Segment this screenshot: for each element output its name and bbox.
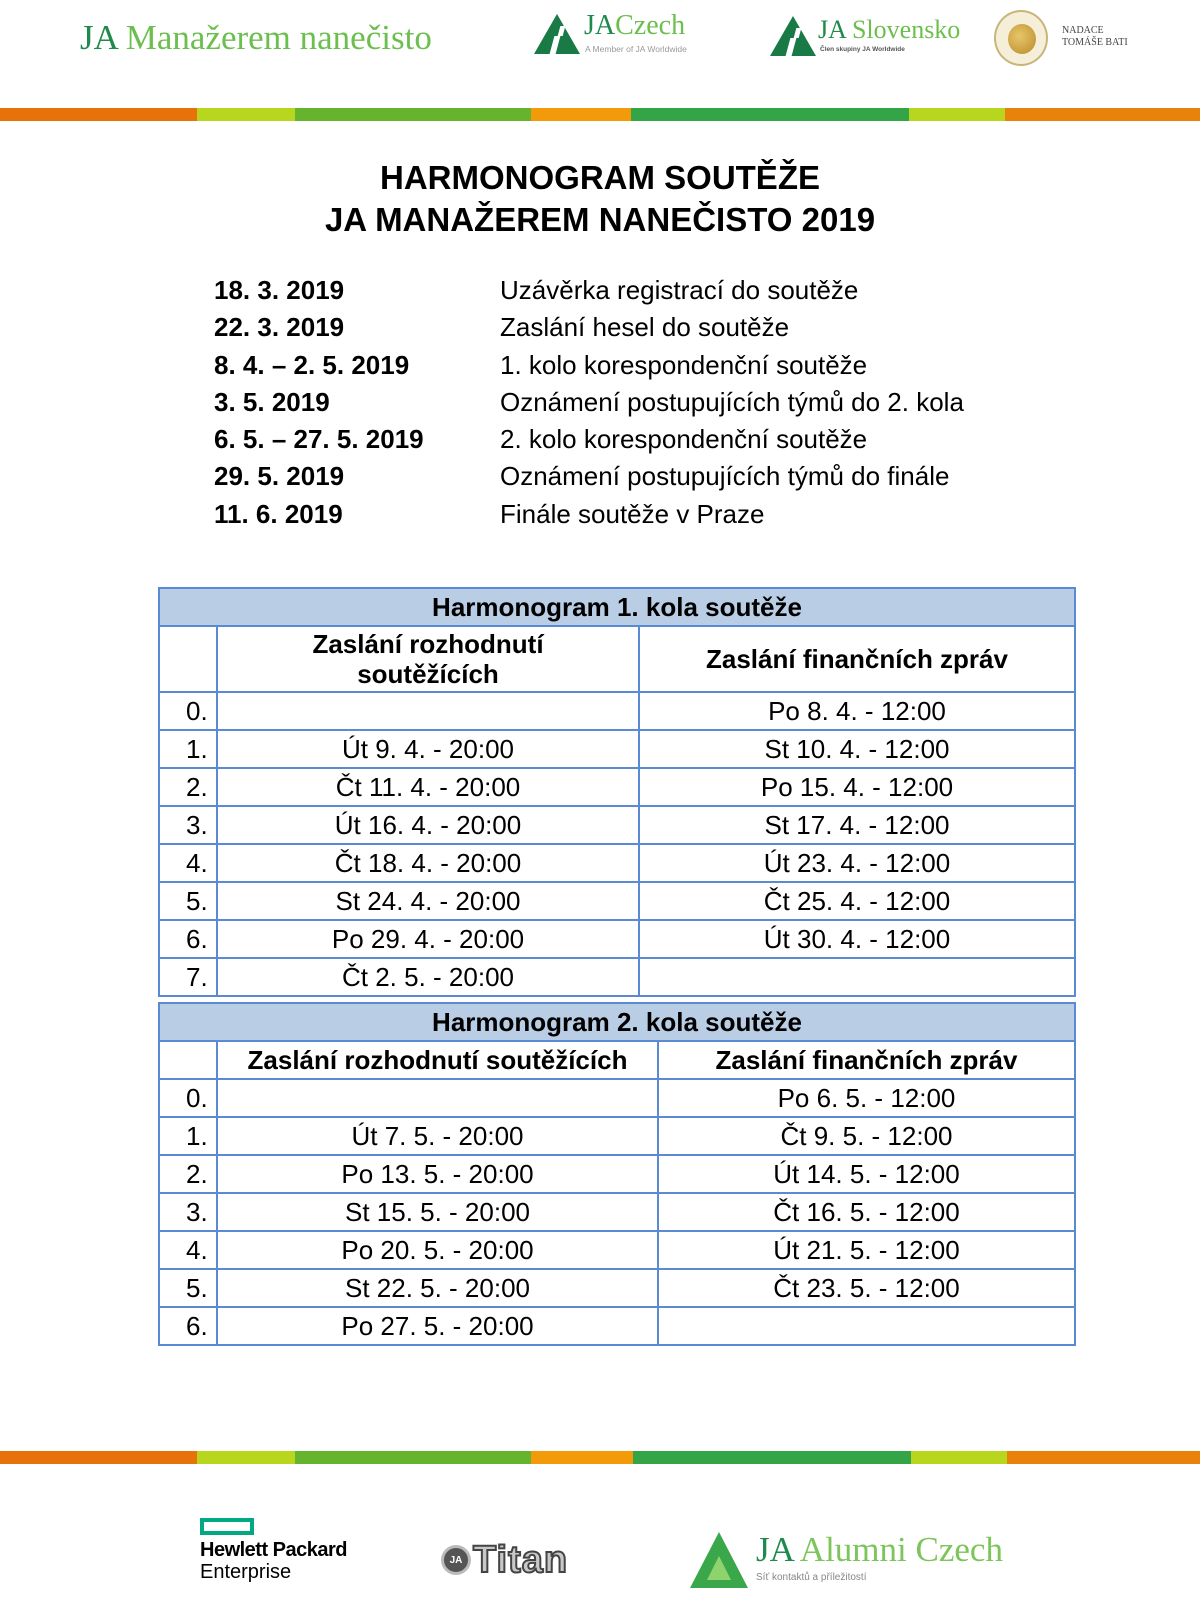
page-title-line2: JA MANAŽEREM NANEČISTO 2019 bbox=[324, 201, 876, 238]
round1-caption-row bbox=[159, 588, 1075, 626]
schedule-row bbox=[214, 421, 1014, 458]
schedule-row bbox=[214, 347, 1014, 384]
row-num: 2. bbox=[159, 1155, 217, 1193]
table-row bbox=[159, 882, 1075, 920]
logo-ja-slovensko-sub: Člen skupiny JA Worldwide bbox=[820, 46, 905, 53]
report-cell: Po 8. 4. - 12:00 bbox=[639, 692, 1075, 730]
decision-cell: St 24. 4. - 20:00 bbox=[217, 882, 639, 920]
hpe-line2: Enterprise bbox=[200, 1561, 292, 1583]
alumni-sub: Síť kontaktů a příležitostí bbox=[756, 1572, 867, 1583]
logo-ja-titan bbox=[441, 1541, 568, 1579]
round2-table bbox=[158, 1002, 1076, 1346]
report-cell: Út 14. 5. - 12:00 bbox=[658, 1155, 1075, 1193]
schedule-row bbox=[214, 458, 1014, 495]
schedule-desc: Oznámení postupujících týmů do 2. kola bbox=[500, 386, 964, 417]
ja-triangle-icon bbox=[770, 16, 816, 56]
report-cell: Út 23. 4. - 12:00 bbox=[639, 844, 1075, 882]
row-num: 5. bbox=[159, 882, 217, 920]
alumni-triangle-icon bbox=[690, 1532, 748, 1588]
table-row bbox=[159, 1155, 1075, 1193]
schedule-desc: Oznámení postupujících týmů do finále bbox=[500, 461, 950, 492]
round2-caption: Harmonogram 2. kola soutěže bbox=[159, 1003, 1075, 1041]
schedule-date: 8. 4. – 2. 5. 2019 bbox=[214, 349, 410, 380]
decision-cell: Po 20. 5. - 20:00 bbox=[217, 1231, 658, 1269]
table-row bbox=[159, 1117, 1075, 1155]
page-title-line1: HARMONOGRAM SOUTĚŽE bbox=[380, 159, 820, 196]
header-decision: Zaslání rozhodnutí soutěžících bbox=[217, 1041, 658, 1079]
decision-cell: Po 13. 5. - 20:00 bbox=[217, 1155, 658, 1193]
schedule-list bbox=[214, 272, 1014, 533]
report-cell: St 10. 4. - 12:00 bbox=[639, 730, 1075, 768]
logo-hewlett-packard-enterprise bbox=[200, 1518, 347, 1583]
titan-word: Titan bbox=[473, 1539, 569, 1581]
color-stripe-bottom bbox=[0, 1451, 1200, 1464]
decision-cell: Út 16. 4. - 20:00 bbox=[217, 806, 639, 844]
report-cell: Čt 16. 5. - 12:00 bbox=[658, 1193, 1075, 1231]
table-row bbox=[159, 806, 1075, 844]
table-row bbox=[159, 1269, 1075, 1307]
table-row bbox=[159, 768, 1075, 806]
header-logos bbox=[0, 0, 1200, 108]
color-stripe-top bbox=[0, 108, 1200, 121]
report-cell: St 17. 4. - 12:00 bbox=[639, 806, 1075, 844]
decision-cell bbox=[217, 1079, 658, 1117]
table-row bbox=[159, 1193, 1075, 1231]
table-row bbox=[159, 844, 1075, 882]
report-cell bbox=[639, 958, 1075, 996]
logo-ja-manazerem-nanecisto bbox=[80, 18, 432, 58]
round2-header-row bbox=[159, 1041, 1075, 1079]
round1-table bbox=[158, 587, 1076, 997]
decision-cell: Út 9. 4. - 20:00 bbox=[217, 730, 639, 768]
schedule-date: 6. 5. – 27. 5. 2019 bbox=[214, 424, 424, 455]
row-num: 1. bbox=[159, 1117, 217, 1155]
report-cell: Út 30. 4. - 12:00 bbox=[639, 920, 1075, 958]
alumni-name: JA Alumni Czech bbox=[756, 1530, 1003, 1569]
schedule-date: 3. 5. 2019 bbox=[214, 386, 330, 417]
schedule-desc: Finále soutěže v Praze bbox=[500, 498, 765, 529]
row-num: 6. bbox=[159, 1307, 217, 1345]
row-num: 0. bbox=[159, 1079, 217, 1117]
logo-ja-text: JA bbox=[80, 18, 117, 57]
table-row bbox=[159, 1079, 1075, 1117]
schedule-desc: 2. kolo korespondenční soutěže bbox=[500, 424, 868, 455]
report-cell bbox=[658, 1307, 1075, 1345]
logo-ja-czech-sub: A Member of JA Worldwide bbox=[585, 44, 687, 54]
schedule-date: 18. 3. 2019 bbox=[214, 275, 345, 305]
table-row bbox=[159, 1231, 1075, 1269]
schedule-date: 29. 5. 2019 bbox=[214, 461, 345, 492]
schedule-date: 22. 3. 2019 bbox=[214, 312, 345, 343]
schedule-row bbox=[214, 309, 1014, 346]
logo-ja-czech-name: JACzech bbox=[584, 10, 686, 41]
schedule-date: 11. 6. 2019 bbox=[214, 498, 343, 529]
report-cell: Po 6. 5. - 12:00 bbox=[658, 1079, 1075, 1117]
table-row bbox=[159, 920, 1075, 958]
hpe-rectangle-icon bbox=[200, 1518, 254, 1535]
row-num: 4. bbox=[159, 1231, 217, 1269]
table-row bbox=[159, 692, 1075, 730]
ja-triangle-icon bbox=[534, 14, 580, 54]
row-num: 5. bbox=[159, 1269, 217, 1307]
report-cell: Čt 23. 5. - 12:00 bbox=[658, 1269, 1075, 1307]
report-cell: Čt 25. 4. - 12:00 bbox=[639, 882, 1075, 920]
round2-caption-row bbox=[159, 1003, 1075, 1041]
header-report: Zaslání finančních zpráv bbox=[639, 626, 1075, 692]
row-num: 6. bbox=[159, 920, 217, 958]
schedule-desc: Zaslání hesel do soutěže bbox=[500, 312, 790, 343]
row-num: 1. bbox=[159, 730, 217, 768]
report-cell: Út 21. 5. - 12:00 bbox=[658, 1231, 1075, 1269]
header-decision: Zaslání rozhodnutí soutěžících bbox=[217, 626, 639, 692]
row-num: 3. bbox=[159, 806, 217, 844]
logo-nadace-name: NADACE TOMÁŠE BATI bbox=[1062, 25, 1128, 48]
schedule-row bbox=[214, 496, 1014, 533]
ja-badge-icon: JA bbox=[441, 1545, 471, 1575]
schedule-row bbox=[214, 272, 1014, 309]
table-row bbox=[159, 958, 1075, 996]
logo-main-text: Manažerem nanečisto bbox=[125, 18, 432, 57]
round1-header-row bbox=[159, 626, 1075, 692]
decision-cell: Čt 11. 4. - 20:00 bbox=[217, 768, 639, 806]
row-num: 3. bbox=[159, 1193, 217, 1231]
hpe-line1: Hewlett Packard bbox=[200, 1539, 348, 1561]
schedule-desc: 1. kolo korespondenční soutěže bbox=[500, 349, 868, 380]
decision-cell: Čt 18. 4. - 20:00 bbox=[217, 844, 639, 882]
table-row bbox=[159, 730, 1075, 768]
decision-cell: St 15. 5. - 20:00 bbox=[217, 1193, 658, 1231]
logo-ja-slovensko-name: JA Slovensko bbox=[818, 15, 961, 44]
report-cell: Po 15. 4. - 12:00 bbox=[639, 768, 1075, 806]
decision-cell: Po 27. 5. - 20:00 bbox=[217, 1307, 658, 1345]
row-num: 0. bbox=[159, 692, 217, 730]
report-cell: Čt 9. 5. - 12:00 bbox=[658, 1117, 1075, 1155]
medal-portrait-icon bbox=[994, 10, 1048, 66]
row-num: 2. bbox=[159, 768, 217, 806]
schedule-row bbox=[214, 384, 1014, 421]
decision-cell bbox=[217, 692, 639, 730]
schedule-desc: Uzávěrka registrací do soutěže bbox=[500, 275, 859, 305]
header-num-cell bbox=[159, 1041, 217, 1079]
row-num: 7. bbox=[159, 958, 217, 996]
decision-cell: St 22. 5. - 20:00 bbox=[217, 1269, 658, 1307]
header-num-cell bbox=[159, 626, 217, 692]
decision-cell: Po 29. 4. - 20:00 bbox=[217, 920, 639, 958]
table-row bbox=[159, 1307, 1075, 1345]
header-report: Zaslání finančních zpráv bbox=[658, 1041, 1075, 1079]
round1-caption: Harmonogram 1. kola soutěže bbox=[159, 588, 1075, 626]
row-num: 4. bbox=[159, 844, 217, 882]
decision-cell: Čt 2. 5. - 20:00 bbox=[217, 958, 639, 996]
decision-cell: Út 7. 5. - 20:00 bbox=[217, 1117, 658, 1155]
